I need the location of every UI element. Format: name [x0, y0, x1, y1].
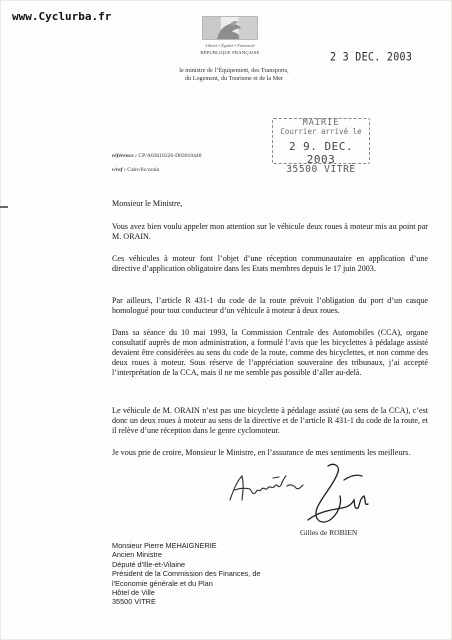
- vref-label: v/ref :: [112, 167, 126, 173]
- stamp-date: 2 9. DEC. 2003: [288, 140, 354, 166]
- reference-label: référence :: [112, 153, 138, 159]
- site-url: www.Cyclurba.fr: [12, 10, 112, 23]
- stamp-city: 35500 VITRÉ: [286, 164, 356, 175]
- logo-republic: RÉPUBLIQUE FRANÇAISE: [200, 50, 260, 55]
- fold-mark: [0, 206, 8, 208]
- recipient-address: [112, 541, 312, 607]
- reference-value: CP/A03018226-D03010448: [138, 153, 202, 159]
- ministry-line: le ministre de l’Équipement, des Transports,: [179, 67, 289, 74]
- marianne-logo: [196, 16, 264, 62]
- ministry-title: [150, 67, 318, 82]
- paragraph-5: Le véhicule de M. ORAIN n’est pas une bicyclette à pédalage assisté (au sens de la CCA), c’est donc un deux roues à moteur au sens de la directive et de l’article R 431-1 du code de la route, et il relève d’une réception dans le genre cyclomoteur.: [112, 406, 428, 435]
- paragraph-4: Dans sa séance du 10 mai 1993, la Commission Centrale des Automobiles (CCA), organe consultatif auprès de mon administration, a formulé l’avis que les bicyclettes à pédalage assisté devaient être considérées au sens du code de la route, comme des bicyclettes, et non comme des deux roues à moteur. Sous réserve de l’appréciation souveraine des tribunaux, j’ai accepté l’interprétation de la CCA, mais il ne me semble pas possible d’aller au-delà.: [112, 328, 428, 377]
- paragraph-1: Vous avez bien voulu appeler mon attention sur le véhicule deux roues à moteur mis au point par M. ORAIN.: [112, 222, 428, 241]
- address-line: Député d'Ille-et-Vilaine: [112, 559, 186, 569]
- address-line: 35500 VITRE: [112, 597, 156, 607]
- vref-value: Cabv/llc/orain: [127, 167, 160, 173]
- logo-motto: Liberté • Égalité • Fraternité: [205, 43, 255, 48]
- stamp-courrier: Courrier arrivé le: [280, 127, 362, 136]
- address-line: Président de la Commission des Finances, de: [112, 569, 261, 579]
- address-line: l'Economie générale et du Plan: [112, 578, 213, 588]
- handwritten-signature: [294, 460, 376, 534]
- paragraph-3: Par ailleurs, l’article R 431-1 du code de la route prévoit l’obligation du port d’un casque homologué pour tout conducteur d’un véhicule à moteur à deux roues.: [112, 296, 428, 315]
- address-line: Ancien Ministre: [112, 550, 162, 560]
- ministry-line: du Logement, du Tourisme et de la Mer: [184, 74, 284, 82]
- marianne-flag-icon: [202, 16, 258, 40]
- paragraph-6: Je vous prie de croire, Monsieur le Ministre, en l’assurance de mes sentiments les meilleurs.: [112, 448, 411, 457]
- paragraph-2: Ces véhicules à moteur font l’objet d’une réception communautaire en application d’une directive d’application obligatoire dans les Etats membres depuis le 17 juin 2003.: [112, 254, 428, 273]
- address-line: Hôtel de Ville: [112, 588, 155, 598]
- mairie-received-stamp: [272, 118, 370, 176]
- signatory-name: Gilles de ROBIEN: [300, 528, 358, 537]
- salutation: Monsieur le Ministre,: [112, 199, 183, 208]
- stamp-mairie: MAIRIE: [302, 118, 340, 128]
- reference-line: [112, 153, 202, 159]
- letter-date: 2 3 DEC. 2003: [330, 51, 413, 64]
- vref-line: [112, 167, 159, 173]
- address-line: Monsieur Pierre MEHAIGNERIE: [112, 541, 217, 550]
